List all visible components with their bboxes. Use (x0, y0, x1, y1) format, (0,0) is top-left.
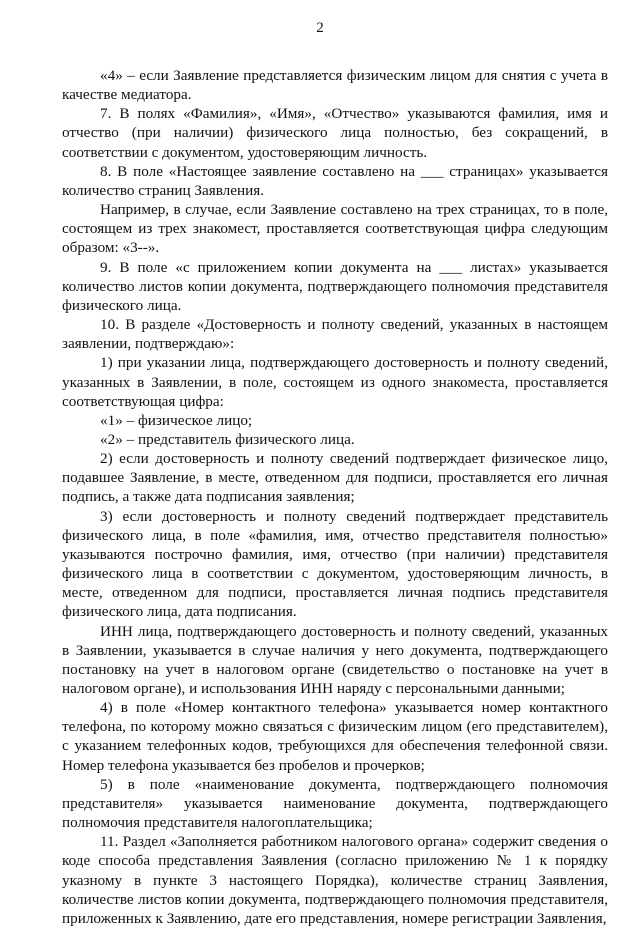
paragraph-10-section: 10. В разделе «Достоверность и полноту сведений, указанных в настоящем заявлении, подтверждаю»: (62, 316, 608, 353)
paragraph-11-tax-section: 11. Раздел «Заполняется работником налогового органа» содержит сведения о коде способа представления Заявления (согласно приложению № 1 к порядку указному в пункте 3 настоящего Порядка), количестве страниц Заявления, количестве листов копии документа, подтверждающего полномочия представителя, приложенных к Заявлению, дате его представления, номере регистрации Заявления, (62, 833, 608, 927)
paragraph-10-item-3: 3) если достоверность и полноту сведений подтверждает представитель физического лица, в поле «фамилия, имя, отчество представителя полностью» указываются построчно фамилия, имя, отчество (при наличии) представителя физического лица в соответствии с документом, удостоверяющим личность, в месте, отведенном для подписи, проставляется личная подпись представителя физического лица, дата подписания. (62, 507, 608, 621)
paragraph-9-sheets-field: 9. В поле «с приложением копии документа на ___ листах» указывается количество листов копии документа, подтверждающего полномочия представителя физического лица. (62, 258, 608, 314)
page-number: 2 (316, 20, 324, 36)
paragraph-8-example: Например, в случае, если Заявление составлено на трех страницах, то в поле, состоящем из трех знакомест, проставляется соответствующая цифра следующим образом: «3--». (62, 201, 608, 257)
paragraph-10-code-2: «2» – представитель физического лица. (100, 430, 355, 448)
paragraph-10-item-5: 5) в поле «наименование документа, подтверждающего полномочия представителя» указывается наименование документа, подтверждающего полномочия представителя налогоплательщика; (62, 775, 608, 832)
paragraph-8-pages-field: 8. В поле «Настоящее заявление составлено на ___ страницах» указывается количество страниц Заявления. (62, 162, 608, 199)
paragraph-7-name-fields: 7. В полях «Фамилия», «Имя», «Отчество» указываются фамилия, имя и отчество (при наличии) физического лица полностью, без сокращений, в соответствии с документом, удостоверяющим личность. (62, 105, 608, 161)
paragraph-10-code-1: «1» – физическое лицо; (100, 411, 253, 429)
document-body (62, 66, 608, 928)
paragraph-code-4: «4» – если Заявление представляется физическим лицом для снятия с учета в качестве медиатора. (62, 67, 608, 104)
paragraph-10-item-1: 1) при указании лица, подтверждающего достоверность и полноту сведений, указанных в Заявлении, в поле, состоящем из одного знакоместа, проставляется соответствующая цифра: (62, 354, 608, 410)
paragraph-10-item-2: 2) если достоверность и полноту сведений подтверждает физическое лицо, подавшее Заявление, в месте, отведенном для подписи, проставляется его личная подпись, а также дата подписания заявления; (62, 450, 608, 506)
paragraph-10-inn: ИНН лица, подтверждающего достоверность и полноту сведений, указанных в Заявлении, указывается в случае наличия у него документа, подтверждающего постановку на учет в налоговом органе (свидетельство о постановке на учет в налоговом органе), и использования ИНН наряду с персональными данными; (62, 622, 608, 697)
paragraph-10-item-4: 4) в поле «Номер контактного телефона» указывается номер контактного телефона, по которому можно связаться с физическим лицом (его представителем), с указанием телефонных кодов, требующихся для обеспечения телефонной связи. Номер телефона указывается без пробелов и прочерков; (62, 699, 608, 774)
